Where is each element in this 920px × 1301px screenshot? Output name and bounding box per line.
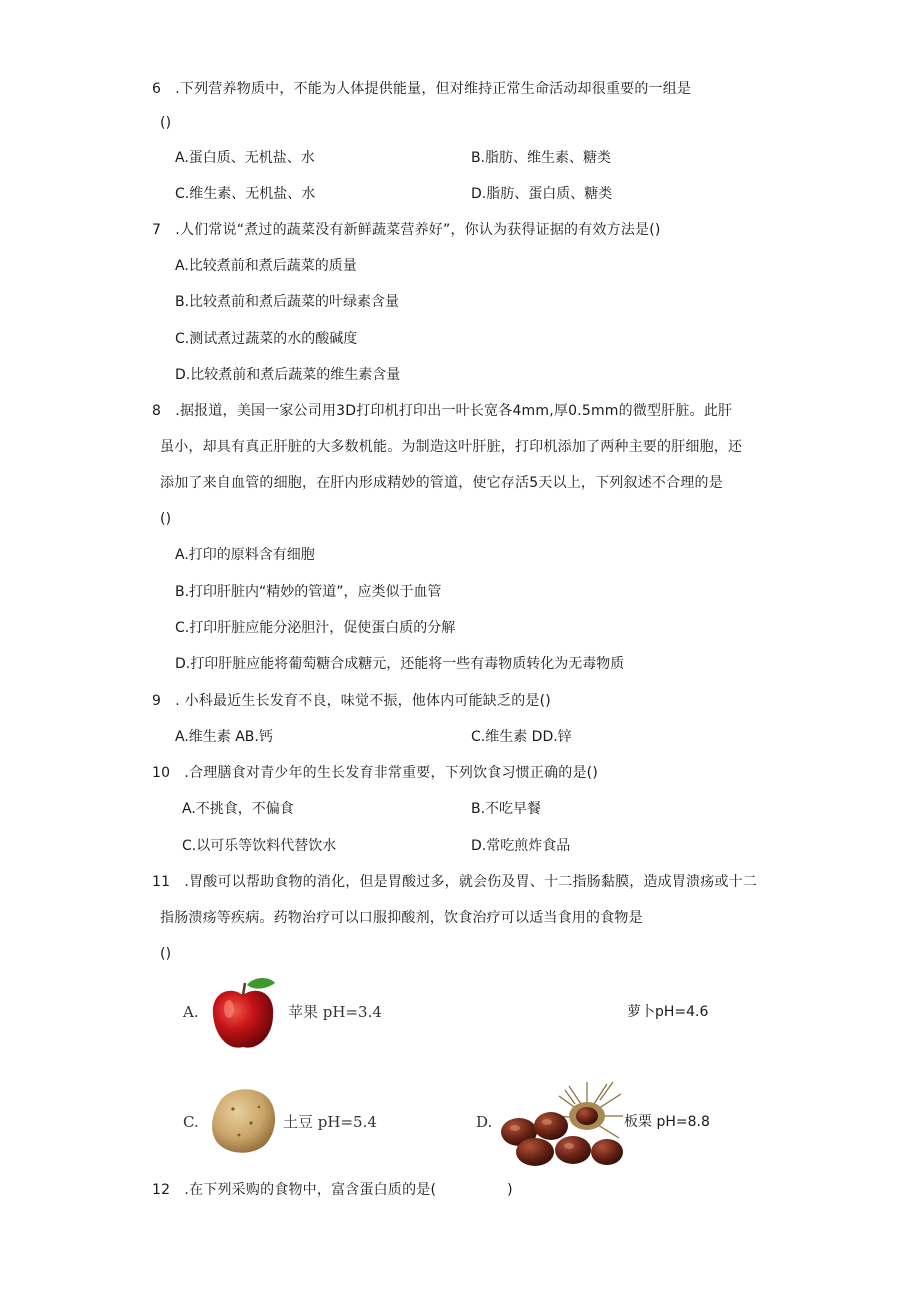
q7-stem: 7 .人们常说“煮过的蔬菜没有新鲜蔬菜营养好”，你认为获得证据的有效方法是() — [152, 222, 661, 238]
q6-option-d: D.脂肪、蛋白质、糖类 — [471, 186, 613, 202]
q10-option-d: D.常吃煎炸食品 — [471, 838, 571, 854]
chestnut-image — [495, 1080, 625, 1172]
potato-image — [205, 1083, 281, 1157]
q11-bracket: () — [160, 946, 172, 962]
q7-option-a: A.比较煮前和煮后蔬菜的质量 — [175, 258, 357, 274]
q8-option-b: B.打印肝脏内“精妙的管道”，应类似于血管 — [175, 584, 442, 600]
q11-option-a-letter: A. — [183, 1003, 199, 1021]
q10-option-a: A.不挑食，不偏食 — [182, 801, 294, 817]
q8-stem-line1: 8 .据报道，美国一家公司用3D打印机打印出一叶长宽各4mm,厚0.5mm的微型肝脏。此肝 — [152, 403, 733, 419]
q8-option-c: C.打印肝脏应能分泌胆汁，促使蛋白质的分解 — [175, 620, 456, 636]
q8-option-d: D.打印肝脏应能将葡萄糖合成糖元，还能将一些有毒物质转化为无毒物质 — [175, 656, 625, 672]
q11-stem-line2: 指肠溃疡等疾病。药物治疗可以口服抑酸剂，饮食治疗可以适当食用的食物是 — [160, 910, 643, 926]
apple-image — [205, 975, 281, 1053]
q6-option-c: C.维生素、无机盐、水 — [175, 186, 316, 202]
q10-option-b: B.不吃早餐 — [471, 801, 542, 817]
q11-stem-line1: 11 .胃酸可以帮助食物的消化，但是胃酸过多，就会伤及胃、十二指肠黏膜，造成胃溃疡或十二 — [152, 874, 758, 890]
q7-option-b: B.比较煮前和煮后蔬菜的叶绿素含量 — [175, 294, 400, 310]
q8-option-a: A.打印的原料含有细胞 — [175, 547, 315, 563]
q6-option-a: A.蛋白质、无机盐、水 — [175, 150, 315, 166]
q11-option-d-text: 板栗 pH=8.8 — [624, 1114, 710, 1130]
q10-stem: 10 .合理膳食对青少年的生长发育非常重要，下列饮食习惯正确的是() — [152, 765, 598, 781]
q10-option-c: C.以可乐等饮料代替饮水 — [182, 838, 337, 854]
q7-option-d: D.比较煮前和煮后蔬菜的维生素含量 — [175, 367, 401, 383]
q8-stem-line3: 添加了来自血管的细胞，在肝内形成精妙的管道，使它存活5天以上，下列叙述不合理的是 — [160, 475, 723, 491]
q11-option-b-text: 萝卜pH=4.6 — [627, 1004, 709, 1020]
q11-option-c-letter: C. — [183, 1113, 199, 1131]
q6-bracket: () — [160, 115, 172, 131]
q6-stem: 6 .下列营养物质中，不能为人体提供能量，但对维持正常生命活动却很重要的一组是 — [152, 81, 692, 97]
q9-stem: 9 . 小科最近生长发育不良，味觉不振，他体内可能缺乏的是() — [152, 693, 551, 709]
q6-option-b: B.脂肪、维生素、糖类 — [471, 150, 612, 166]
q11-option-a-text: 苹果 pH=3.4 — [288, 1003, 382, 1021]
q7-option-c: C.测试煮过蔬菜的水的酸碱度 — [175, 331, 358, 347]
q8-stem-line2: 虽小，却具有真正肝脏的大多数机能。为制造这叶肝脏，打印机添加了两种主要的肝细胞，还 — [160, 439, 743, 455]
q11-option-c-text: 土豆 pH=5.4 — [283, 1113, 377, 1131]
q9-options-ab: A.维生素 AB.钙 — [175, 729, 273, 745]
q12-stem: 12 .在下列采购的食物中，富含蛋白质的是( ) — [152, 1182, 513, 1198]
q11-option-d-letter: D. — [476, 1113, 493, 1131]
q9-options-cd: C.维生素 DD.锌 — [471, 729, 572, 745]
q8-bracket: () — [160, 511, 172, 527]
